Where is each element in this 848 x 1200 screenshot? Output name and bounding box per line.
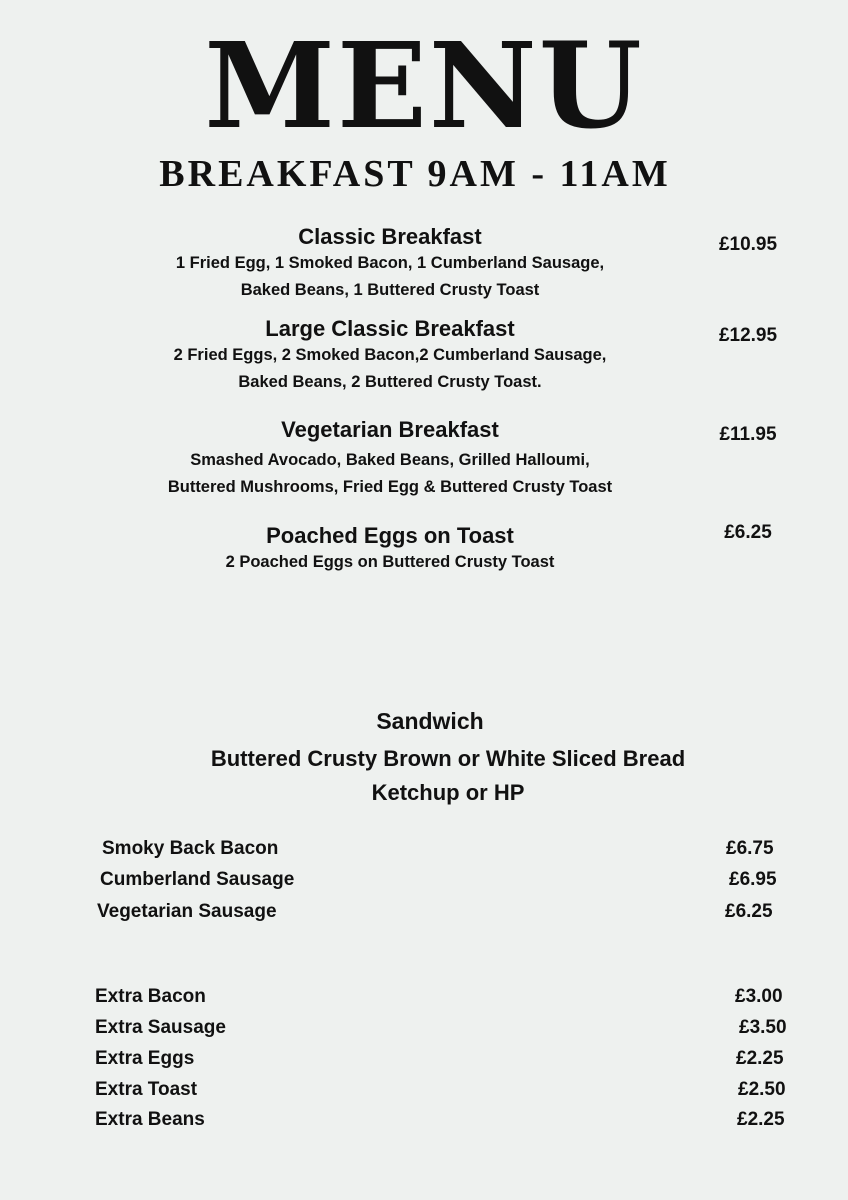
item-name: Large Classic Breakfast <box>265 316 515 341</box>
extra-name: Extra Eggs <box>95 1048 195 1069</box>
menu-title: MENU <box>204 16 644 155</box>
extra-name: Extra Beans <box>95 1109 205 1130</box>
sandwich-name: Smoky Back Bacon <box>102 838 279 859</box>
sandwich-bread-options <box>48 742 848 810</box>
item-price: £6.25 <box>724 522 772 543</box>
extra-price: £3.50 <box>739 1017 787 1038</box>
item-description: 2 Fried Eggs, 2 Smoked Bacon,2 Cumberland Sausage, <box>173 346 607 364</box>
extra-name: Extra Toast <box>95 1079 198 1100</box>
item-description: 1 Fried Egg, 1 Smoked Bacon, 1 Cumberland Sausage, <box>175 254 605 272</box>
breakfast-item-large-classic <box>100 316 680 396</box>
item-name: Vegetarian Breakfast <box>281 417 499 442</box>
extra-name: Extra Sausage <box>95 1017 226 1038</box>
sandwich-title: Sandwich <box>376 708 484 734</box>
item-description: 2 Poached Eggs on Buttered Crusty Toast <box>225 553 555 571</box>
extra-price: £3.00 <box>735 986 783 1007</box>
item-description: Smashed Avocado, Baked Beans, Grilled Halloumi, <box>190 451 590 469</box>
menu-subtitle: BREAKFAST 9AM - 11AM <box>159 153 671 195</box>
breakfast-item-vegetarian <box>100 417 680 501</box>
item-description: Baked Beans, 2 Buttered Crusty Toast. <box>238 373 542 391</box>
extra-price: £2.25 <box>737 1109 785 1130</box>
sandwich-sauce-line: Ketchup or HP <box>371 780 525 805</box>
item-name: Poached Eggs on Toast <box>266 523 514 548</box>
sandwich-price: £6.75 <box>726 838 774 859</box>
sandwich-name: Cumberland Sausage <box>100 869 295 890</box>
extra-price: £2.50 <box>738 1079 786 1100</box>
extra-price: £2.25 <box>736 1048 784 1069</box>
sandwich-name: Vegetarian Sausage <box>97 901 277 922</box>
item-description: Baked Beans, 1 Buttered Crusty Toast <box>240 281 540 299</box>
breakfast-item-poached-eggs <box>100 523 680 576</box>
item-price: £12.95 <box>718 325 778 346</box>
extra-name: Extra Bacon <box>95 986 206 1007</box>
sandwich-bread-line: Buttered Crusty Brown or White Sliced Bread <box>210 746 686 771</box>
breakfast-item-classic <box>100 224 680 304</box>
item-price: £11.95 <box>719 424 777 445</box>
item-name: Classic Breakfast <box>298 224 482 249</box>
item-price: £10.95 <box>718 234 778 255</box>
sandwich-price: £6.25 <box>725 901 773 922</box>
item-description: Buttered Mushrooms, Fried Egg & Buttered Crusty Toast <box>167 478 613 496</box>
sandwich-price: £6.95 <box>729 869 777 890</box>
